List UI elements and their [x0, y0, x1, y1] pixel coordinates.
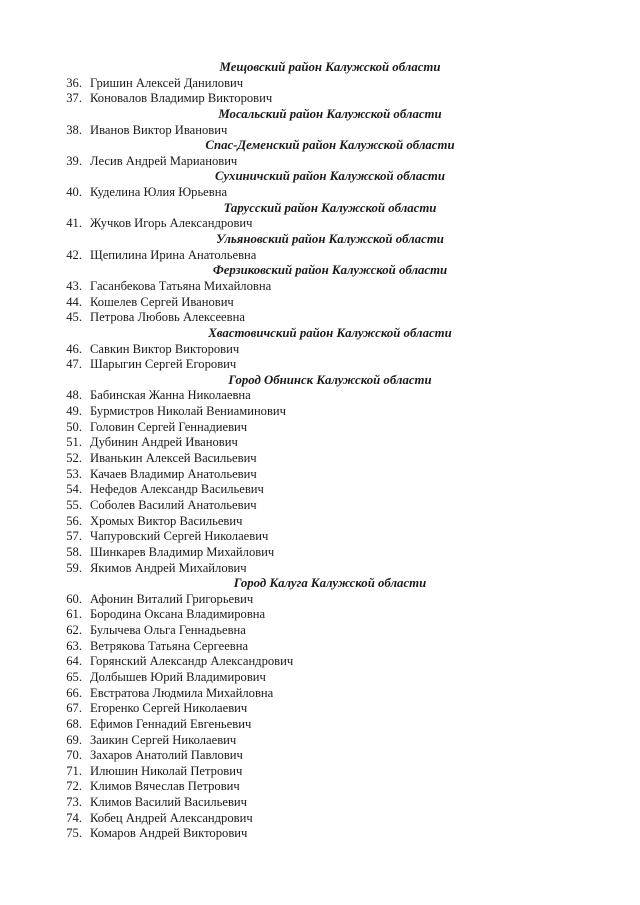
- section-heading: Сухиничский район Калужской области: [215, 169, 445, 184]
- item-number: 74.: [66, 810, 82, 825]
- item-number: 52.: [66, 451, 82, 466]
- list-item: [0, 717, 640, 733]
- item-number: 44.: [66, 294, 82, 309]
- person-name: Захаров Анатолий Павлович: [90, 748, 243, 763]
- list-item: [0, 467, 640, 483]
- person-name: Кобец Андрей Александрович: [90, 810, 253, 825]
- person-name: Булычева Ольга Геннадьевна: [90, 623, 246, 638]
- item-number: 54.: [66, 482, 82, 497]
- section-heading: Ферзиковский район Калужской области: [212, 263, 448, 278]
- person-name: Савкин Виктор Викторович: [90, 341, 240, 356]
- person-name: Климов Вячеслав Петрович: [90, 779, 240, 794]
- list-item: [0, 91, 640, 107]
- list-item: [0, 795, 640, 811]
- list-item: [0, 310, 640, 326]
- item-number: 58.: [66, 544, 82, 559]
- person-name: Бабинская Жанна Николаевна: [90, 388, 251, 403]
- list-item: [0, 123, 640, 139]
- item-number: 64.: [66, 654, 82, 669]
- person-name: Евстратова Людмила Михайловна: [90, 685, 274, 700]
- section-heading: Тарусский район Калужской области: [223, 200, 437, 215]
- item-number: 37.: [66, 91, 82, 106]
- item-number: 62.: [66, 623, 82, 638]
- person-name: Качаев Владимир Анатольевич: [90, 466, 257, 481]
- item-number: 43.: [66, 278, 82, 293]
- list-item: [0, 154, 640, 170]
- item-number: 75.: [66, 826, 82, 841]
- section-heading: Хвастовичский район Калужской области: [208, 325, 452, 340]
- person-name: Лесив Андрей Марианович: [90, 153, 238, 168]
- list-item: [0, 529, 640, 545]
- section-heading: Ульяновский район Калужской области: [216, 232, 444, 247]
- person-name: Ветрякова Татьяна Сергеевна: [90, 638, 249, 653]
- list-item: [0, 686, 640, 702]
- list-item: [0, 670, 640, 686]
- item-number: 59.: [66, 560, 82, 575]
- list-item: [0, 779, 640, 795]
- person-name: Иванькин Алексей Васильевич: [90, 451, 257, 466]
- item-number: 66.: [66, 685, 82, 700]
- item-number: 65.: [66, 669, 82, 684]
- person-name: Хромых Виктор Васильевич: [90, 513, 243, 528]
- person-name: Иванов Виктор Иванович: [90, 122, 228, 137]
- list-item: [0, 514, 640, 530]
- list-item: [0, 701, 640, 717]
- list-item: [0, 623, 640, 639]
- list-item: [0, 498, 640, 514]
- list-item: [0, 482, 640, 498]
- section-heading: Город Калуга Калужской области: [233, 576, 427, 591]
- list-item: [0, 404, 640, 420]
- item-number: 57.: [66, 529, 82, 544]
- item-number: 51.: [66, 435, 82, 450]
- item-number: 53.: [66, 466, 82, 481]
- section-heading: Мосальский район Калужской области: [218, 106, 442, 121]
- person-name: Егоренко Сергей Николаевич: [90, 701, 248, 716]
- item-number: 70.: [66, 748, 82, 763]
- item-number: 71.: [66, 763, 82, 778]
- item-number: 40.: [66, 185, 82, 200]
- item-number: 49.: [66, 404, 82, 419]
- item-number: 45.: [66, 310, 82, 325]
- list-item: [0, 826, 640, 842]
- list-item: [0, 357, 640, 373]
- item-number: 72.: [66, 779, 82, 794]
- list-item: [0, 592, 640, 608]
- list-item: [0, 342, 640, 358]
- list-item: [0, 216, 640, 232]
- person-name: Бородина Оксана Владимировна: [90, 607, 266, 622]
- item-number: 63.: [66, 638, 82, 653]
- person-name: Головин Сергей Геннадиевич: [90, 419, 248, 434]
- person-name: Комаров Андрей Викторович: [90, 826, 248, 841]
- person-name: Жучков Игорь Александрович: [90, 216, 253, 231]
- person-name: Чапуровский Сергей Николаевич: [90, 529, 269, 544]
- person-name: Соболев Василий Анатольевич: [90, 497, 257, 512]
- person-name: Коновалов Владимир Викторович: [90, 91, 273, 106]
- list-item: [0, 435, 640, 451]
- person-name: Илюшин Николай Петрович: [90, 763, 243, 778]
- list-item: [0, 248, 640, 264]
- list-item: [0, 639, 640, 655]
- section-heading: Город Обнинск Калужской области: [228, 372, 432, 387]
- item-number: 36.: [66, 75, 82, 90]
- item-number: 39.: [66, 153, 82, 168]
- person-name: Кошелев Сергей Иванович: [90, 294, 234, 309]
- item-number: 56.: [66, 513, 82, 528]
- person-name: Бурмистров Николай Вениаминович: [90, 404, 286, 419]
- list-item: [0, 607, 640, 623]
- item-number: 46.: [66, 341, 82, 356]
- person-name: Долбышев Юрий Владимирович: [90, 669, 266, 684]
- list-item: [0, 764, 640, 780]
- item-number: 73.: [66, 795, 82, 810]
- person-name: Шарыгин Сергей Егорович: [90, 357, 237, 372]
- person-name: Гришин Алексей Данилович: [90, 75, 244, 90]
- list-item: [0, 654, 640, 670]
- person-name: Дубинин Андрей Иванович: [90, 435, 238, 450]
- item-number: 38.: [66, 122, 82, 137]
- list-item: [0, 811, 640, 827]
- item-number: 42.: [66, 247, 82, 262]
- list-item: [0, 420, 640, 436]
- person-name: Афонин Виталий Григорьевич: [90, 591, 254, 606]
- document-page: [0, 60, 640, 842]
- list-item: [0, 748, 640, 764]
- list-item: [0, 295, 640, 311]
- section-heading: Спас-Деменский район Калужской области: [205, 138, 455, 153]
- person-name: Щепилина Ирина Анатольевна: [90, 247, 257, 262]
- section-heading: Мещовский район Калужской области: [219, 60, 441, 74]
- item-number: 48.: [66, 388, 82, 403]
- item-number: 69.: [66, 732, 82, 747]
- item-number: 61.: [66, 607, 82, 622]
- list-item: [0, 279, 640, 295]
- list-item: [0, 388, 640, 404]
- list-item: [0, 545, 640, 561]
- person-name: Ефимов Геннадий Евгеньевич: [90, 716, 252, 731]
- person-name: Нефедов Александр Васильевич: [90, 482, 264, 497]
- item-number: 68.: [66, 716, 82, 731]
- item-number: 55.: [66, 497, 82, 512]
- person-name: Заикин Сергей Николаевич: [90, 732, 237, 747]
- list-item: [0, 76, 640, 92]
- list-item: [0, 561, 640, 577]
- item-number: 50.: [66, 419, 82, 434]
- list-item: [0, 185, 640, 201]
- person-name: Шинкарев Владимир Михайлович: [90, 544, 275, 559]
- person-name: Климов Василий Васильевич: [90, 795, 247, 810]
- item-number: 67.: [66, 701, 82, 716]
- person-name: Куделина Юлия Юрьевна: [90, 185, 228, 200]
- list-item: [0, 733, 640, 749]
- list-item: [0, 451, 640, 467]
- person-name: Гасанбекова Татьяна Михайловна: [90, 278, 272, 293]
- item-number: 60.: [66, 591, 82, 606]
- person-name: Горянский Александр Александрович: [90, 654, 294, 669]
- person-name: Петрова Любовь Алексеевна: [90, 310, 245, 325]
- item-number: 47.: [66, 357, 82, 372]
- person-name: Якимов Андрей Михайлович: [90, 560, 247, 575]
- item-number: 41.: [66, 216, 82, 231]
